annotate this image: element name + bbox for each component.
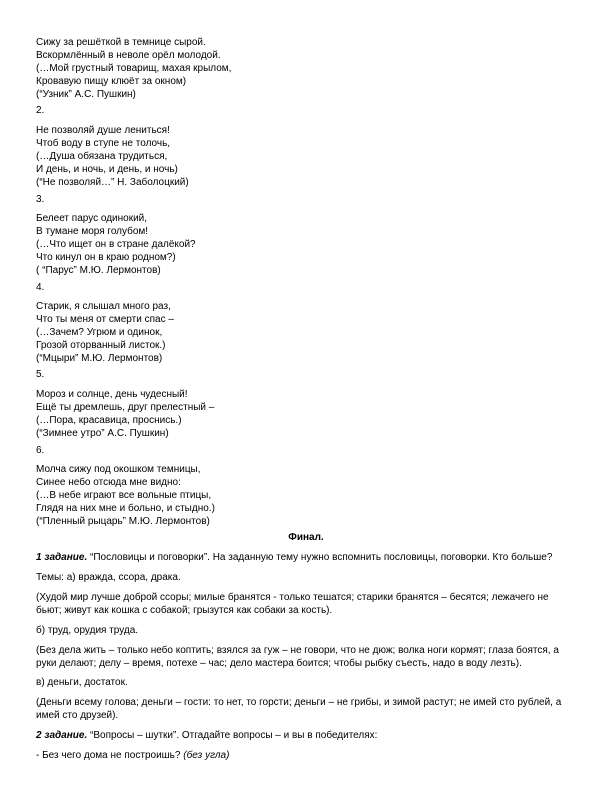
poem-6	[36, 444, 576, 457]
poem-line: Чтоб воду в ступе не толочь,	[36, 138, 171, 149]
question-text: - Без чего дома не построишь?	[36, 750, 184, 761]
poem-citation: (“Не позволяй…” Н. Заболоцкий)	[36, 177, 189, 188]
task-1-answer-a-block	[36, 591, 576, 617]
task-1-theme-c: в) деньги, достаток.	[36, 677, 128, 688]
task-1-intro	[36, 551, 576, 564]
poem-citation: (“Зимнее утро” А.С. Пушкин)	[36, 428, 169, 439]
task-2-label: 2 задание.	[36, 730, 88, 741]
poem-3	[36, 193, 576, 206]
task-1-theme-b: б) труд, орудия труда.	[36, 625, 139, 636]
task-2	[36, 729, 576, 742]
poem-line: Не позволяй душе лениться!	[36, 125, 170, 136]
poem-line: Сижу за решёткой в темнице сырой.	[36, 37, 206, 48]
poem-line: Вскормлённый в неволе орёл молодой.	[36, 50, 221, 61]
poem-line: Глядя на них мне и больно, и стыдно.)	[36, 503, 215, 514]
poem-citation: ( “Парус” М.Ю. Лермонтов)	[36, 265, 161, 276]
poem-line: (…Что ищет он в стране далёкой?	[36, 239, 196, 250]
poem-line: Что ты меня от смерти спас –	[36, 314, 174, 325]
final-heading: Финал.	[288, 532, 324, 543]
task-2-question	[36, 749, 576, 762]
task-1-answer-a: (Худой мир лучше доброй ссоры; милые бранятся - только тешатся; старики бранятся – бесятся; лежачего не бьют; живут как кошка с собакой; грызутся как собаки за кость).	[36, 592, 549, 616]
poem-number: 2.	[36, 105, 45, 116]
task-1	[36, 551, 576, 564]
poem-number: 5.	[36, 369, 45, 380]
poem-4-text	[36, 300, 576, 365]
final-section	[36, 531, 576, 544]
task-1-answer-c-block	[36, 696, 576, 722]
poem-number: 4.	[36, 282, 45, 293]
task-1-theme-b-block	[36, 624, 576, 637]
poem-2-text	[36, 124, 576, 189]
poem-line: Грозой оторванный листок.)	[36, 340, 166, 351]
poem-line: Белеет парус одинокий,	[36, 213, 148, 224]
poem-line: Мороз и солнце, день чудесный!	[36, 389, 188, 400]
task-1-label: 1 задание.	[36, 552, 88, 563]
poem-line: В тумане моря голубом!	[36, 226, 149, 237]
task-2-question-block	[36, 749, 576, 762]
task-1-text: “Пословицы и поговорки”. На заданную тему нужно вспомнить пословицы, поговорки. Кто больше?	[87, 552, 553, 563]
poem-citation: (“Мцыри” М.Ю. Лермонтов)	[36, 353, 163, 364]
poem-number: 6.	[36, 445, 45, 456]
task-2-text: “Вопросы – шутки”. Отгадайте вопросы – и вы в победителях:	[87, 730, 378, 741]
poem-2	[36, 104, 576, 117]
poem-line: (…Мой грустный товарищ, махая крылом,	[36, 63, 232, 74]
poem-5-text	[36, 388, 576, 440]
poem-line: (…Пора, красавица, проснись.)	[36, 415, 182, 426]
task-1-answer-b-block	[36, 644, 576, 670]
poem-1	[36, 36, 576, 101]
poem-line: Кровавую пищу клюёт за окном)	[36, 76, 187, 87]
poem-line: Ещё ты дремлешь, друг прелестный –	[36, 402, 215, 413]
poem-citation: (“Узник” А.С. Пушкин)	[36, 89, 136, 100]
task-1-answer-b: (Без дела жить – только небо коптить; взялся за гуж – не говори, что не дюж; волка ноги кормят; глаза боятся, а руки делают; делу – время, потехе – час; дело мастера боится; чтобы рыбку съесть, надо в воду лезть).	[36, 645, 559, 669]
question-answer: (без угла)	[183, 750, 230, 761]
task-1-themes-block	[36, 571, 576, 584]
task-1-theme-c-block	[36, 676, 576, 689]
poem-4	[36, 281, 576, 294]
poem-number: 3.	[36, 194, 45, 205]
task-1-themes: Темы: а) вражда, ссора, драка.	[36, 572, 181, 583]
poem-line: И день, и ночь, и день, и ночь)	[36, 164, 178, 175]
task-2-intro	[36, 729, 576, 742]
poem-line: Молча сижу под окошком темницы,	[36, 464, 201, 475]
poem-line: Что кинул он в краю родном?)	[36, 252, 176, 263]
poem-line: (…В небе играют все вольные птицы,	[36, 490, 212, 501]
poem-5	[36, 368, 576, 381]
poem-line: (…Зачем? Угрюм и одинок,	[36, 327, 163, 338]
poem-citation: (“Пленный рыцарь” М.Ю. Лермонтов)	[36, 516, 210, 527]
poem-line: (…Душа обязана трудиться,	[36, 151, 168, 162]
task-1-answer-c: (Деньги всему голова; деньги – гости: то нет, то горсти; деньги – не грибы, и зимой растут; не имей сто рублей, а имей сто друзей).	[36, 697, 562, 721]
poem-6-text	[36, 463, 576, 528]
poem-line: Синее небо отсюда мне видно:	[36, 477, 181, 488]
poem-line: Старик, я слышал много раз,	[36, 301, 171, 312]
poem-3-text	[36, 212, 576, 277]
